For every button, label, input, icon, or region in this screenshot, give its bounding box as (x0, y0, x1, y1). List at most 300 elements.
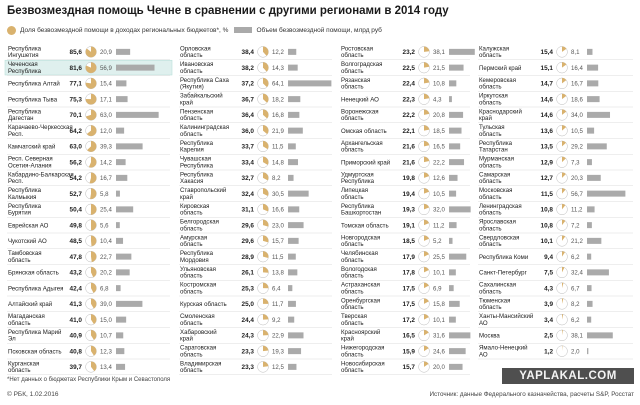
volume-value: 12,3 (100, 348, 112, 356)
volume-bar (116, 191, 120, 197)
volume-bar (116, 159, 126, 165)
volume-value: 10,1 (433, 316, 445, 324)
share-pie-slice (263, 361, 268, 366)
volume-bar (116, 128, 124, 134)
volume-value: 32,4 (571, 269, 583, 277)
volume-bar (288, 301, 296, 307)
region-row (340, 171, 470, 185)
share-pie-slice (91, 251, 96, 262)
share-value: 70,1 (69, 112, 82, 120)
volume-value: 15,8 (433, 301, 445, 309)
region-name: Камчатский край (8, 143, 56, 151)
volume-bar (288, 112, 299, 118)
volume-value: 16,7 (571, 80, 583, 88)
share-pie-slice (424, 62, 429, 67)
volume-value: 20,8 (433, 112, 445, 120)
share-value: 77,1 (69, 80, 82, 88)
region-name: Республика Алтай (8, 80, 60, 88)
share-value: 40,9 (69, 332, 82, 340)
volume-bar (587, 348, 588, 354)
share-value: 52,7 (69, 190, 82, 198)
share-value: 32,4 (241, 190, 254, 198)
share-value: 41,3 (69, 301, 82, 309)
share-pie-slice (263, 346, 268, 351)
region-name: Ненецкий АО (341, 96, 379, 104)
share-value: 43,2 (69, 269, 82, 277)
volume-bar (449, 254, 466, 260)
share-value: 3,9 (544, 301, 553, 309)
volume-bar (116, 49, 130, 55)
region-name: Калужская область (479, 45, 510, 59)
volume-value: 16,4 (571, 64, 583, 72)
share-value: 36,4 (241, 112, 254, 120)
volume-bar (587, 332, 613, 338)
volume-bar (449, 332, 470, 338)
region-row (478, 93, 633, 107)
region-name: Воронежская область (341, 108, 379, 122)
region-row (340, 61, 470, 75)
region-name: Ростовская область (341, 45, 374, 59)
volume-bar (116, 222, 120, 228)
share-value: 33,7 (241, 143, 254, 151)
volume-value: 21,5 (433, 64, 445, 72)
region-name: Липецкая область (341, 187, 369, 201)
region-name: Республика Карелия (180, 139, 214, 154)
region-row (340, 360, 470, 374)
share-pie-slice (263, 283, 268, 289)
region-name: Забайкальский край (180, 92, 223, 107)
share-value: 31,1 (241, 206, 254, 214)
volume-bar (587, 238, 601, 244)
region-name: Белгородская область (180, 218, 219, 233)
region-name: Москва (479, 332, 500, 340)
volume-bar (288, 80, 331, 86)
volume-bar (116, 285, 121, 291)
region-name: Архангельская область (341, 139, 383, 154)
volume-value: 38,1 (571, 332, 583, 340)
share-value: 3,4 (544, 316, 553, 324)
region-row (478, 330, 633, 343)
volume-value: 64,1 (272, 80, 284, 88)
share-value: 19,4 (402, 190, 415, 198)
region-row (7, 108, 170, 122)
share-value: 28,9 (241, 253, 254, 261)
volume-value: 16,7 (100, 175, 112, 183)
volume-bar (587, 80, 598, 86)
region-name: Вологодская область (341, 265, 377, 280)
volume-value: 10,8 (433, 80, 445, 88)
region-name: Омская область (341, 127, 387, 135)
region-row (340, 140, 470, 154)
region-name: Карачаево-Черкесская Респ. (8, 124, 73, 138)
region-row (340, 187, 470, 201)
region-row (7, 124, 170, 138)
volume-bar (449, 159, 464, 165)
volume-value: 11,2 (571, 206, 583, 214)
volume-value: 2,0 (571, 348, 580, 356)
volume-bar (449, 301, 460, 307)
region-row (340, 94, 470, 107)
region-row (478, 140, 633, 154)
share-value: 1,2 (544, 348, 553, 356)
volume-bar (288, 128, 303, 134)
volume-bar (288, 206, 299, 212)
region-name: Республика Башкортостан (341, 202, 382, 217)
share-pie-slice (424, 46, 429, 51)
region-row (478, 203, 633, 217)
region-name: Пермский край (479, 64, 522, 72)
region-row (7, 141, 170, 154)
region-name: Красноярский край (341, 328, 381, 343)
region-name: Кемеровская область (479, 76, 516, 91)
region-row (179, 45, 332, 59)
volume-bar (116, 238, 123, 244)
region-name: Псковская область (8, 348, 62, 356)
volume-value: 21,2 (571, 238, 583, 246)
volume-value: 31,6 (433, 332, 445, 340)
region-row (179, 93, 332, 107)
volume-bar (288, 65, 298, 71)
volume-bar (116, 301, 142, 307)
volume-bar (288, 269, 297, 275)
region-name: Оренбургская область (341, 297, 381, 311)
region-row (7, 220, 170, 233)
region-name: Ставропольский край (180, 187, 227, 201)
volume-bar (116, 96, 128, 102)
volume-value: 5,6 (100, 222, 109, 230)
share-pie-slice (91, 204, 97, 215)
share-value: 19,8 (402, 175, 415, 183)
volume-bar (288, 159, 298, 165)
share-value: 14,6 (540, 112, 553, 120)
region-row (478, 219, 633, 233)
volume-value: 6,7 (571, 285, 580, 293)
volume-bar (116, 332, 123, 338)
volume-bar (116, 317, 126, 323)
share-value: 15,7 (402, 364, 415, 372)
share-value: 33,4 (241, 159, 254, 167)
region-row (179, 203, 332, 217)
volume-value: 10,7 (100, 332, 112, 340)
volume-bar (587, 159, 592, 165)
region-row (179, 234, 332, 248)
share-value: 26,1 (241, 269, 254, 277)
region-name: Кабардино-Балкарская Респ. (8, 171, 74, 185)
region-name: Удмуртская Республика (341, 171, 375, 185)
region-row (5, 60, 172, 75)
volume-value: 19,3 (272, 348, 284, 356)
volume-bar (587, 112, 610, 118)
region-name: Владимирская область (180, 360, 222, 374)
volume-bar (116, 364, 125, 370)
region-row (179, 156, 332, 170)
volume-value: 14,3 (272, 64, 284, 72)
share-pie-slice (263, 298, 268, 303)
region-row (478, 345, 633, 359)
region-name: Сахалинская область (479, 281, 517, 296)
volume-value: 6,8 (100, 285, 109, 293)
volume-bar (587, 301, 593, 307)
region-name: Еврейская АО (8, 222, 49, 230)
region-name: Амурская область (180, 234, 208, 248)
region-row (179, 124, 332, 138)
volume-value: 12,5 (272, 364, 284, 372)
region-name: Тюменская область (479, 297, 511, 311)
volume-value: 11,7 (272, 301, 284, 309)
share-value: 54,2 (69, 175, 82, 183)
share-value: 18,5 (402, 238, 415, 246)
volume-bar (449, 175, 458, 181)
share-value: 36,7 (241, 96, 254, 104)
share-value: 24,3 (241, 332, 254, 340)
volume-value: 63,0 (100, 112, 112, 120)
volume-value: 15,0 (100, 316, 112, 324)
region-name: Чеченская Республика (8, 61, 42, 75)
volume-bar (449, 238, 453, 244)
volume-bar (587, 65, 598, 71)
volume-value: 6,2 (571, 253, 580, 261)
volume-value: 6,2 (571, 316, 580, 324)
share-value: 37,2 (241, 80, 254, 88)
share-pie-slice (424, 109, 429, 114)
volume-value: 5,8 (100, 190, 109, 198)
volume-value: 10,5 (433, 190, 445, 198)
volume-value: 17,1 (100, 96, 112, 104)
region-row (478, 187, 633, 201)
volume-value: 7,2 (571, 222, 580, 230)
volume-bar (116, 206, 133, 212)
region-row (7, 329, 170, 343)
region-row (179, 298, 332, 311)
volume-value: 7,3 (571, 159, 580, 167)
legend-volume-label: Объем безвозмездной помощи, млрд руб (256, 26, 382, 34)
volume-bar (587, 49, 592, 55)
volume-bar (449, 112, 463, 118)
volume-value: 12,0 (100, 127, 112, 135)
region-name: Ханты-Мансийский АО (479, 313, 534, 327)
share-value: 12,9 (540, 159, 553, 167)
volume-value: 13,4 (100, 364, 112, 372)
volume-bar (587, 175, 601, 181)
region-row (179, 282, 332, 296)
volume-bar (587, 206, 595, 212)
region-row (478, 267, 633, 280)
region-row (179, 140, 332, 154)
share-value: 75,3 (69, 96, 82, 104)
volume-bar (449, 191, 456, 197)
region-row (478, 45, 633, 59)
region-row (340, 266, 470, 280)
region-name: Томская область (341, 222, 389, 230)
share-value: 47,8 (69, 253, 82, 261)
region-name: Хабаровский край (180, 328, 217, 343)
volume-bar (587, 191, 625, 197)
volume-value: 10,4 (100, 238, 112, 246)
volume-bar (288, 317, 294, 323)
region-name: Республика Адыгея (8, 285, 64, 293)
volume-value: 25,4 (100, 206, 112, 214)
region-name: Мурманская область (479, 155, 514, 170)
volume-value: 16,6 (272, 206, 284, 214)
share-value: 48,5 (69, 238, 82, 246)
region-name: Брянская область (8, 269, 59, 277)
volume-value: 14,2 (100, 159, 112, 167)
region-name: Респ. Северная Осетия-Алания (8, 155, 53, 170)
volume-value: 10,5 (571, 127, 583, 135)
share-value: 15,4 (540, 49, 553, 57)
share-value: 56,2 (69, 159, 82, 167)
share-value: 10,8 (540, 222, 553, 230)
volume-bar (449, 364, 463, 370)
volume-bar (587, 285, 592, 291)
region-row (340, 45, 475, 59)
share-value: 81,6 (69, 64, 82, 72)
share-value: 23,2 (402, 49, 415, 57)
share-value: 13,5 (540, 143, 553, 151)
region-name: Саратовская область (180, 344, 217, 359)
region-name: Республика Дагестан (8, 108, 42, 122)
region-row (7, 346, 170, 359)
region-row (179, 360, 332, 374)
volume-value: 16,5 (433, 143, 445, 151)
share-value: 13,6 (540, 127, 553, 135)
volume-value: 5,2 (433, 238, 442, 246)
share-value: 85,6 (69, 49, 82, 57)
region-name: Курганская область (8, 360, 40, 374)
region-name: Республика Марий Эл (8, 328, 62, 343)
volume-bar (449, 143, 460, 149)
share-value: 22,2 (402, 112, 415, 120)
share-value: 25,0 (241, 301, 254, 309)
share-value: 39,7 (69, 364, 82, 372)
volume-value: 39,3 (100, 143, 112, 151)
region-row (179, 313, 332, 327)
region-row (340, 234, 470, 248)
region-name: Приморский край (341, 159, 391, 167)
region-name: Иркутская область (479, 92, 508, 107)
region-row (179, 108, 332, 122)
region-row (340, 77, 470, 91)
volume-value: 18,6 (571, 96, 583, 104)
share-value: 4,3 (544, 285, 553, 293)
region-name: Республика Тыва (8, 96, 58, 104)
share-value: 7,5 (544, 269, 553, 277)
volume-value: 20,2 (100, 269, 112, 277)
volume-bar (449, 65, 464, 71)
volume-bar (449, 269, 456, 275)
share-value: 29,6 (241, 222, 254, 230)
region-name: Новосибирская область (341, 360, 385, 374)
region-row (340, 313, 470, 327)
volume-bar (288, 238, 299, 244)
share-value: 17,8 (402, 269, 415, 277)
volume-value: 12,6 (433, 175, 445, 183)
share-value: 10,1 (540, 238, 553, 246)
volume-bar (288, 143, 296, 149)
volume-bar (587, 222, 592, 228)
volume-bar (288, 254, 296, 260)
volume-bar (288, 364, 296, 370)
region-name: Ярославская область (479, 218, 516, 233)
share-value: 17,5 (402, 285, 415, 293)
volume-bar (288, 175, 294, 181)
volume-value: 11,2 (433, 222, 445, 230)
region-row (7, 156, 170, 170)
region-row (179, 329, 332, 343)
volume-bar (449, 80, 456, 86)
share-value: 23,3 (241, 348, 254, 356)
region-name: Ленинградская область (479, 202, 522, 217)
volume-bar (587, 254, 591, 260)
region-row (478, 282, 633, 296)
volume-bar (449, 317, 456, 323)
volume-bar (116, 175, 127, 181)
region-row (7, 250, 170, 264)
volume-bar (587, 317, 591, 323)
share-value: 12,7 (540, 175, 553, 183)
source-note: Источник: данные Федерального казначейства, расчеты S&P, Росстат (429, 391, 634, 398)
volume-value: 20,3 (571, 175, 583, 183)
volume-bar (449, 49, 475, 55)
share-value: 36,0 (241, 127, 254, 135)
region-row (7, 283, 170, 296)
volume-value: 20,0 (433, 364, 445, 372)
volume-value: 10,1 (433, 269, 445, 277)
volume-bar (288, 348, 301, 354)
region-row (7, 360, 170, 374)
region-row (340, 125, 470, 138)
volume-value: 8,1 (571, 49, 580, 57)
share-pie-slice (263, 267, 268, 273)
share-value: 25,3 (241, 285, 254, 293)
volume-bar (288, 96, 300, 102)
region-row (7, 94, 170, 107)
volume-bar (288, 191, 309, 197)
volume-value: 30,5 (272, 190, 284, 198)
share-value: 50,4 (69, 206, 82, 214)
share-value: 32,7 (241, 175, 254, 183)
region-row (478, 313, 633, 327)
volume-bar (449, 285, 454, 291)
share-value: 22,3 (402, 96, 415, 104)
share-value: 2,5 (544, 332, 553, 340)
volume-value: 22,2 (433, 159, 445, 167)
volume-value: 16,8 (272, 112, 284, 120)
volume-value: 6,4 (272, 285, 281, 293)
volume-value: 25,5 (433, 253, 445, 261)
volume-value: 20,9 (100, 49, 112, 57)
share-value: 38,4 (241, 49, 254, 57)
region-row (179, 266, 332, 280)
region-row (7, 78, 170, 91)
volume-value: 21,9 (272, 127, 284, 135)
region-row (478, 77, 633, 91)
region-name: Курская область (180, 301, 227, 309)
volume-bar (288, 332, 304, 338)
share-value: 16,5 (402, 332, 415, 340)
volume-bar (116, 254, 131, 260)
share-value: 15,9 (402, 348, 415, 356)
region-name: Алтайский край (8, 301, 53, 309)
region-name: Магаданская область (8, 313, 45, 327)
share-pie-slice (424, 78, 429, 83)
region-row (7, 187, 170, 201)
region-name: Тверская область (341, 313, 367, 327)
region-name: Республика Саха (Якутия) (180, 76, 229, 91)
region-row (179, 171, 332, 185)
volume-bar (116, 112, 159, 118)
volume-value: 38,1 (433, 49, 445, 57)
